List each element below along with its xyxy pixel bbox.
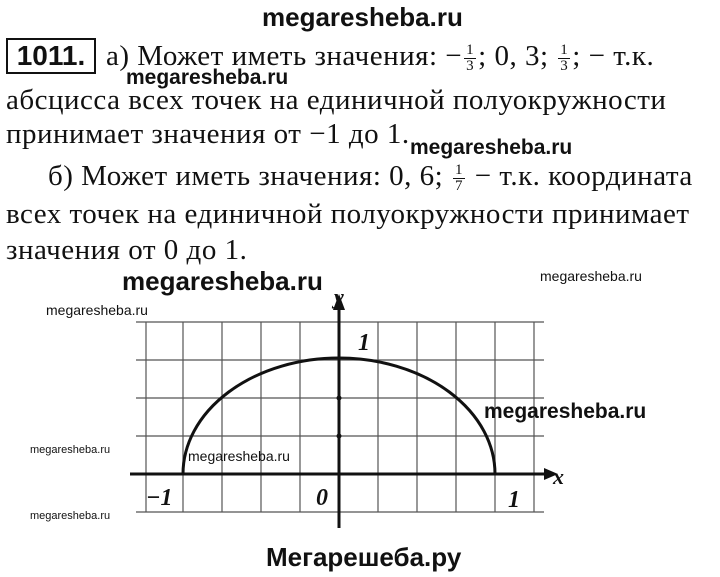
footer-site-name: Мегарешеба.ру [266, 542, 462, 572]
watermark-line3: megaresheba.ru [410, 136, 573, 159]
part-b-suffix: − т.к. координата [474, 160, 693, 192]
part-a-values: ; 0, 3; [478, 40, 549, 72]
part-a-line2: абсцисса всех точек на единичной полуокружности [6, 84, 667, 116]
watermark-left-small-1: megaresheba.ru [46, 302, 148, 318]
origin-label: 0 [316, 485, 328, 511]
watermark-graph-right: megaresheba.ru [484, 400, 647, 423]
watermark-line2: megaresheba.ru [126, 66, 289, 89]
part-b-line3: значения от 0 до 1. [6, 234, 248, 266]
watermark-top: megaresheba.ru [262, 2, 463, 32]
fraction-one-seventh: $\frac{1}{7}$ [454, 161, 463, 194]
part-a-minus: − [445, 40, 463, 72]
watermark-left-small-2: megaresheba.ru [30, 444, 111, 456]
x-axis-label: x [553, 464, 564, 489]
x-pos-label: 1 [508, 487, 520, 513]
part-b-line2: всех точек на единичной полуокружности принимает [6, 198, 690, 230]
watermark-left-small-3: megaresheba.ru [30, 510, 111, 522]
fraction-one-third-negative: $\frac{1}{3}$ [466, 41, 475, 74]
fraction-one-third: $\frac{1}{3}$ [560, 41, 569, 74]
watermark-mid-small-right: megaresheba.ru [540, 268, 642, 284]
part-b-prefix: б) Может иметь значения: 0, 6; [48, 160, 444, 192]
x-neg-label: −1 [146, 485, 173, 511]
part-a-suffix: ; − т.к. [572, 40, 655, 72]
y-axis-label: y [334, 284, 344, 309]
y-tick-label: 1 [358, 330, 370, 356]
part-a-prefix: а) Может иметь значения: [106, 40, 438, 72]
problem-number: 1011. [6, 38, 96, 74]
part-a-line3: принимает значения от −1 до 1. [6, 118, 410, 150]
watermark-mid-big: megaresheba.ru [122, 266, 323, 296]
watermark-graph-inner: megaresheba.ru [188, 448, 290, 464]
